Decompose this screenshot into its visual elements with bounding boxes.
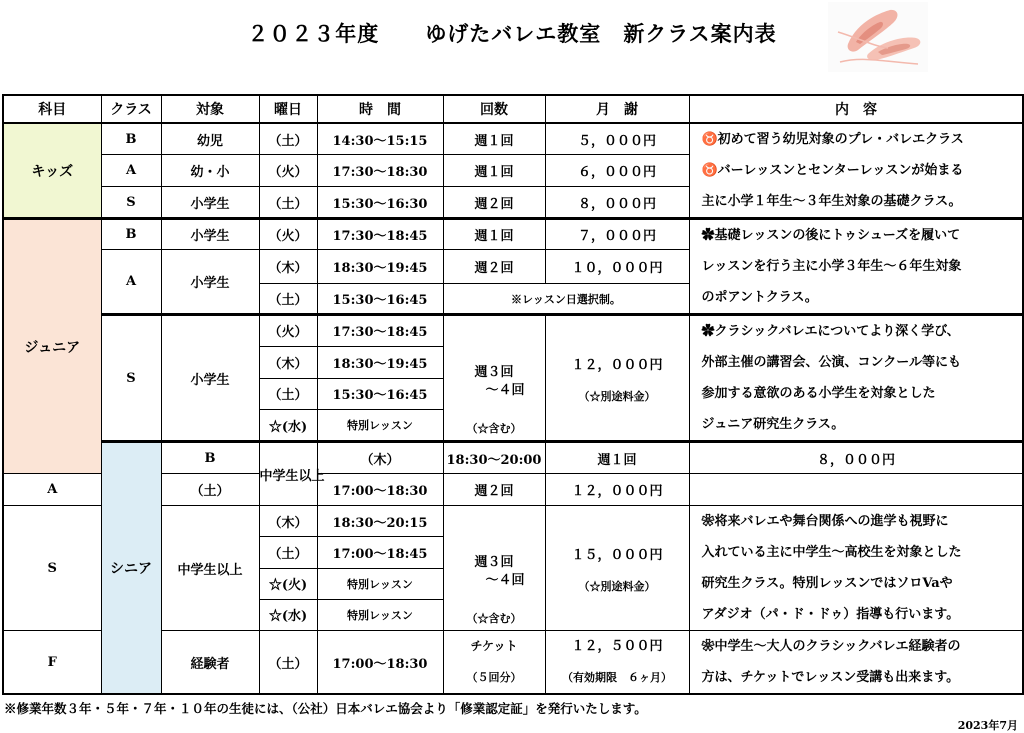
table-row — [3, 219, 1023, 250]
time-cell: 18:30～20:15 — [317, 506, 443, 537]
count-cell: 週２回 — [443, 474, 545, 506]
fee-amount: １２，５００円 — [571, 639, 663, 654]
senior-s-content — [689, 506, 1023, 631]
header-count: 回数 — [443, 95, 545, 123]
count-range: ～４回 — [485, 573, 525, 588]
subject-senior: シニア — [101, 442, 161, 695]
junior-s-content — [689, 315, 1023, 442]
fee-cell: ８，０００円 — [689, 442, 1023, 474]
time-cell: 17:30～18:45 — [317, 219, 443, 250]
time-cell: 特別レッスン — [317, 568, 443, 599]
junior-ba-content — [689, 219, 1023, 315]
time-cell: 17:30～18:45 — [317, 315, 443, 347]
class-cell: B — [161, 442, 259, 474]
ticket-note: （５回分） — [466, 671, 522, 684]
time-cell: 18:30～19:45 — [317, 250, 443, 284]
day-cell: （木） — [317, 442, 443, 474]
content-line: のポアントクラス。 — [701, 290, 818, 305]
day-cell: （土） — [259, 378, 317, 410]
count-cell — [443, 506, 545, 631]
target-cell: 小学生 — [161, 315, 259, 442]
day-cell: （木） — [259, 346, 317, 378]
header-subject: 科目 — [3, 95, 101, 123]
day-cell: （火） — [259, 155, 317, 187]
day-cell: ☆(火) — [259, 568, 317, 599]
ballet-shoes-icon — [828, 2, 928, 72]
title-school: ゆげたバレエ教室 — [425, 21, 602, 46]
time-cell: 15:30～16:30 — [317, 187, 443, 219]
day-cell: （木） — [259, 506, 317, 537]
day-cell: ☆(水) — [259, 410, 317, 442]
time-cell: 18:30～19:45 — [317, 346, 443, 378]
count-range: ～４回 — [485, 383, 525, 398]
class-cell: A — [101, 250, 161, 315]
fee-cell: ８，０００円 — [545, 187, 689, 219]
fee-note: （☆別途料金） — [578, 390, 656, 403]
subject-junior: ジュニア — [3, 219, 101, 474]
count-main: 週３回 — [474, 365, 514, 380]
day-cell: （土） — [161, 474, 259, 506]
class-cell: A — [101, 155, 161, 187]
fee-amount: １５，０００円 — [571, 548, 663, 563]
time-cell: 17:00～18:30 — [317, 631, 443, 695]
day-cell: （土） — [259, 187, 317, 219]
target-cell: 幼・小 — [161, 155, 259, 187]
content-line: 入れている主に中学生～高校生を対象とした — [701, 545, 962, 560]
time-cell: 17:00～18:45 — [317, 537, 443, 568]
issue-date: 2023年7月 — [957, 719, 1018, 732]
count-main: 週３回 — [474, 555, 514, 570]
class-cell: S — [101, 187, 161, 219]
content-line: 外部主催の講習会、公演、コンクール等にも — [701, 355, 961, 370]
content-line: ♉バーレッスンとセンターレッスンが始まる — [701, 163, 964, 178]
content-line: 方は、チケットでレッスン受講も出来ます。 — [701, 670, 960, 685]
content-line: 参加する意欲のある小学生を対象とした — [701, 386, 936, 401]
content-line: アダジオ（パ・ド・ドゥ）指導も行います。 — [701, 607, 960, 622]
fee-cell: １２，０００円 — [545, 474, 689, 506]
subject-kids: キッズ — [3, 123, 101, 219]
header-fee: 月 謝 — [545, 95, 689, 123]
time-cell: 17:30～18:30 — [317, 155, 443, 187]
class-cell: A — [3, 474, 101, 506]
day-cell: （土） — [259, 123, 317, 155]
header-day: 曜日 — [259, 95, 317, 123]
content-line: 研究生クラス。特別レッスンではソロVaや — [701, 576, 953, 591]
senior-f-content — [689, 631, 1023, 695]
fee-cell: ６，０００円 — [545, 155, 689, 187]
time-cell: 特別レッスン — [317, 599, 443, 630]
fee-cell: １０，０００円 — [545, 250, 689, 284]
class-schedule-table — [2, 94, 1024, 695]
ticket-label: チケット — [470, 639, 518, 653]
time-cell: 17:00～18:30 — [317, 474, 443, 506]
title-subtitle: 新クラス案内表 — [623, 21, 777, 46]
fee-cell — [545, 506, 689, 631]
count-cell: 週１回 — [443, 155, 545, 187]
fee-amount: １２，０００円 — [571, 358, 663, 373]
content-line: 主に小学１年生～３年生対象の基礎クラス。 — [701, 194, 962, 209]
time-cell: 14:30～15:15 — [317, 123, 443, 155]
class-cell: B — [101, 123, 161, 155]
footnote: ※修業年数３年・５年・７年・１０年の生徒には、（公社）日本バレエ協会より「修業認定証」を発行いたします。 — [4, 701, 647, 716]
content-line: ジュニア研究生クラス。 — [701, 417, 845, 432]
day-cell: （土） — [259, 284, 317, 315]
fee-cell: ５，０００円 — [545, 123, 689, 155]
time-cell: 15:30～16:45 — [317, 378, 443, 410]
count-cell: 週１回 — [443, 219, 545, 250]
count-cell: 週２回 — [443, 250, 545, 284]
header-time: 時 間 — [317, 95, 443, 123]
content-line: ❀中学生～大人のクラシックバレエ経験者の — [701, 639, 961, 654]
class-cell: B — [101, 219, 161, 250]
class-cell: F — [3, 631, 101, 695]
kids-content — [689, 123, 1023, 219]
header-row — [3, 95, 1023, 123]
day-cell: （木） — [259, 250, 317, 284]
header-content: 内 容 — [689, 95, 1023, 123]
fee-cell: ７，０００円 — [545, 219, 689, 250]
target-cell: 中学生以上 — [161, 506, 259, 631]
target-cell: 経験者 — [161, 631, 259, 695]
target-cell: 中学生以上 — [259, 442, 317, 506]
count-cell: 週１回 — [545, 442, 689, 474]
count-note: （☆含む） — [466, 612, 522, 625]
class-cell: S — [101, 315, 161, 442]
content-line: ✿クラシックバレエについてより深く学び、 — [701, 324, 960, 339]
count-cell: 週１回 — [443, 123, 545, 155]
time-cell: 18:30～20:00 — [443, 442, 545, 474]
day-cell: （火） — [259, 219, 317, 250]
fee-cell — [545, 631, 689, 695]
table-row — [3, 123, 1023, 155]
class-cell: S — [3, 506, 101, 631]
count-cell: 週２回 — [443, 187, 545, 219]
time-cell: 15:30～16:45 — [317, 284, 443, 315]
target-cell: 小学生 — [161, 187, 259, 219]
target-cell: 小学生 — [161, 219, 259, 250]
content-line: ✿基礎レッスンの後にトゥシューズを履いて — [701, 228, 961, 243]
target-cell: 幼児 — [161, 123, 259, 155]
table-row — [3, 315, 1023, 347]
header-class: クラス — [101, 95, 161, 123]
count-cell — [443, 631, 545, 695]
day-cell: ☆(水) — [259, 599, 317, 630]
content-line: ❀将来バレエや舞台関係への進学も視野に — [701, 514, 949, 529]
target-cell: 小学生 — [161, 250, 259, 315]
day-cell: （火） — [259, 315, 317, 347]
fee-note: （有効期限 ６ヶ月） — [562, 671, 672, 684]
fee-note: （☆別途料金） — [578, 580, 656, 593]
selection-note: ※レッスン日選択制。 — [443, 284, 689, 315]
content-line: レッスンを行う主に小学３年生～６年生対象 — [701, 259, 962, 274]
count-note: （☆含む） — [466, 422, 522, 435]
content-line: ♉初めて習う幼児対象のプレ・バレエクラス — [701, 132, 964, 147]
count-cell — [443, 315, 545, 442]
day-cell: （土） — [259, 631, 317, 695]
title-year: ２０２３年度 — [247, 21, 380, 46]
time-cell: 特別レッスン — [317, 410, 443, 442]
day-cell: （土） — [259, 537, 317, 568]
fee-cell — [545, 315, 689, 442]
header-target: 対象 — [161, 95, 259, 123]
table-row — [3, 442, 1023, 474]
